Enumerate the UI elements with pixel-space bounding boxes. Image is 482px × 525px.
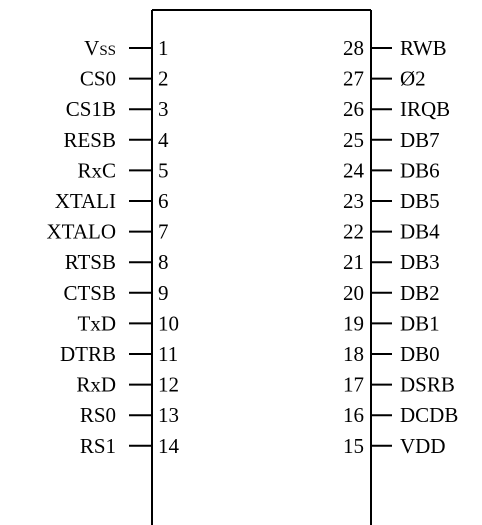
left-pin-name (84, 36, 116, 60)
left-pin-row (66, 97, 169, 121)
left-pin-name: XTALI (54, 189, 116, 213)
left-pin-name: RS0 (79, 403, 116, 428)
right-pin-number: 21 (343, 250, 364, 275)
left-pin-number: 8 (158, 250, 169, 275)
left-pin-name: RESB (63, 127, 116, 152)
right-pin-row (343, 342, 440, 366)
right-pin-row (343, 189, 440, 213)
right-pin-name: DCDB (400, 403, 459, 428)
right-pin-number: 26 (343, 97, 364, 122)
left-pin-row (77, 158, 168, 182)
left-pin-number: 2 (158, 66, 169, 91)
left-pin-number: 4 (158, 127, 169, 152)
right-pin-row (343, 67, 426, 91)
right-pin-column (343, 36, 458, 458)
right-pin-number: 17 (343, 372, 364, 397)
left-pin-name-main: V (84, 36, 100, 60)
left-pin-name: RxC (77, 158, 116, 183)
left-pin-row (78, 311, 180, 335)
right-pin-number: 27 (343, 66, 364, 91)
left-pin-number: 9 (158, 280, 169, 305)
right-pin-name: DB5 (400, 189, 440, 213)
left-pin-row (80, 434, 180, 458)
left-pin-row (84, 36, 168, 60)
right-pin-row (343, 97, 450, 121)
right-pin-number: 24 (343, 158, 364, 183)
left-pin-row (63, 128, 169, 152)
left-pin-number: 5 (158, 158, 169, 183)
right-pin-row (343, 128, 440, 152)
right-pin-number: 22 (343, 219, 364, 244)
right-pin-name: DB3 (400, 250, 440, 275)
left-pin-number: 13 (158, 403, 179, 428)
left-pin-number: 6 (158, 189, 169, 213)
left-pin-name: DTRB (59, 342, 116, 366)
right-pin-row (343, 158, 440, 182)
right-pin-name: DB6 (400, 158, 440, 183)
right-pin-name: IRQB (400, 97, 451, 122)
right-pin-row (343, 373, 455, 397)
left-pin-number: 7 (158, 219, 169, 244)
right-pin-row (343, 434, 446, 458)
right-pin-name: RWB (400, 36, 447, 60)
right-pin-row (343, 403, 458, 427)
right-pin-number: 19 (343, 311, 364, 336)
right-pin-number: 15 (343, 433, 364, 458)
left-pin-row (76, 373, 179, 397)
right-pin-number: 23 (343, 189, 364, 213)
right-pin-name: DB1 (400, 311, 440, 336)
left-pin-row (80, 403, 179, 427)
right-pin-row (343, 311, 440, 335)
left-pin-name-subscript: SS (99, 43, 116, 59)
right-pin-number: 28 (343, 36, 364, 60)
left-pin-name: RxD (76, 372, 116, 397)
left-pin-name: CS1B (65, 97, 116, 122)
right-pin-number: 25 (343, 127, 364, 152)
right-pin-row (343, 281, 440, 305)
left-pin-row (47, 220, 169, 244)
right-pin-name: DB0 (400, 342, 440, 366)
right-pin-row (343, 250, 440, 274)
left-pin-number: 11 (158, 342, 179, 366)
right-pin-row (343, 36, 447, 60)
left-pin-number: 10 (158, 311, 179, 336)
right-pin-name: DB7 (400, 127, 440, 152)
left-pin-name: XTALO (46, 219, 116, 244)
right-pin-number: 16 (343, 403, 364, 428)
right-pin-row (343, 220, 440, 244)
left-pin-name: TxD (77, 311, 116, 336)
left-pin-column (47, 36, 180, 458)
right-pin-name: DB4 (400, 219, 440, 244)
right-pin-name: DSRB (400, 372, 455, 397)
left-pin-number: 3 (158, 97, 169, 122)
right-pin-number: 18 (343, 342, 364, 366)
left-pin-row (60, 342, 178, 366)
right-pin-name: Ø2 (400, 66, 426, 91)
right-pin-name: VDD (400, 433, 446, 458)
left-pin-name: CTSB (63, 280, 116, 305)
left-pin-number: 14 (158, 433, 179, 458)
right-pin-number: 20 (343, 280, 364, 305)
left-pin-number: 12 (158, 372, 179, 397)
left-pin-row (80, 67, 169, 91)
right-pin-name: DB2 (400, 280, 440, 305)
left-pin-name: RS1 (79, 433, 116, 458)
left-pin-number: 1 (158, 36, 169, 60)
left-pin-name: RTSB (64, 250, 116, 275)
left-pin-name: CS0 (79, 66, 116, 91)
